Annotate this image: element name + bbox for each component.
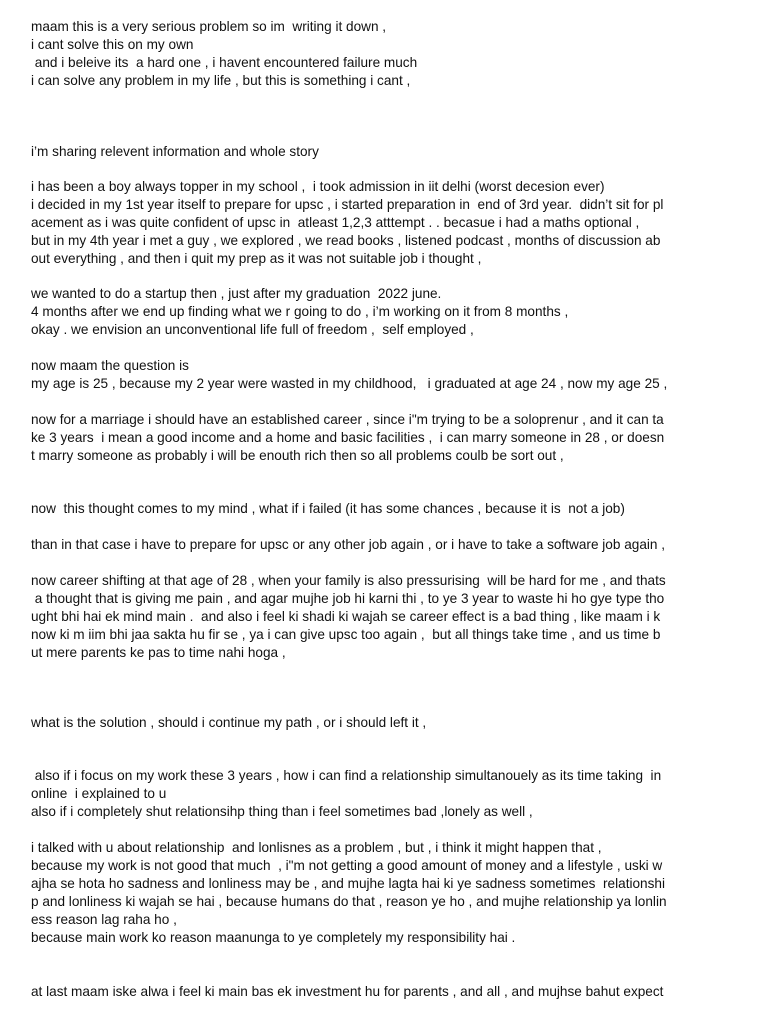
text-line: ut mere parents ke pas to time nahi hoga , (31, 645, 286, 660)
text-line: because main work ko reason maanunga to ye completely my responsibility hai . (31, 930, 516, 945)
text-line: what is the solution , should i continue my path , or i should left it , (31, 715, 427, 730)
text-line: i has been a boy always topper in my school , i took admission in iit delhi (worst decesion ever) (31, 179, 605, 194)
text-line: we wanted to do a startup then , just after my graduation 2022 june. (31, 286, 442, 301)
text-line: than in that case i have to prepare for upsc or any other job again , or i have to take a software job again , (31, 537, 666, 552)
text-line: i decided in my 1st year itself to prepare for upsc , i started preparation in end of 3rd year. didn’t sit for pl (31, 197, 664, 212)
text-line: now maam the question is (31, 358, 189, 373)
text-line: i’m sharing relevent information and whole story (31, 144, 319, 159)
text-line: now for a marriage i should have an established career , since i"m trying to be a soloprenur , and it can ta (31, 412, 664, 427)
text-line: now career shifting at that age of 28 , when your family is also pressurising will be hard for me , and thats (31, 573, 666, 588)
text-line: ajha se hota ho sadness and lonliness may be , and mujhe lagta hai ki ye sadness sometimes relationshi (31, 876, 665, 891)
text-line: out everything , and then i quit my prep as it was not suitable job i thought , (31, 251, 482, 266)
text-line: and i beleive its a hard one , i havent encountered failure much (31, 55, 418, 70)
text-line: i talked with u about relationship and lonlisnes as a problem , but , i think it might happen that , (31, 840, 602, 855)
text-line: p and lonliness ki wajah se hai , because humans do that , reason ye ho , and mujhe relationship ya lonlin (31, 894, 667, 909)
text-line: t marry someone as probably i will be enouth rich then so all problems coulb be sort out , (31, 448, 564, 463)
text-line: now ki m iim bhi jaa sakta hu fir se , ya i can give upsc too again , but all things take time , and us time b (31, 627, 661, 642)
text-line: because my work is not good that much , i"m not getting a good amount of money and a lifestyle , uski w (31, 858, 663, 873)
text-line: i can solve any problem in my life , but this is something i cant , (31, 73, 411, 88)
text-line: ke 3 years i mean a good income and a home and basic facilities , i can marry someone in 28 , or doesn (31, 430, 665, 445)
text-line: 4 months after we end up finding what we r going to do , i’m working on it from 8 months , (31, 304, 569, 319)
text-line: a thought that is giving me pain , and agar mujhe job hi karni thi , to ye 3 year to waste hi ho gye type tho (31, 591, 665, 606)
text-line: maam this is a very serious problem so im writing it down , (31, 19, 387, 34)
text-line: also if i completely shut relationsihp thing than i feel sometimes bad ,lonely as well , (31, 804, 533, 819)
text-line: ught bhi hai ek mind main . and also i feel ki shadi ki wajah se career effect is a bad thing , like maam i k (31, 609, 661, 624)
text-line: my age is 25 , because my 2 year were wasted in my childhood, i graduated at age 24 , now my age 25 , (31, 376, 668, 391)
text-line: at last maam iske alwa i feel ki main bas ek investment hu for parents , and all , and mujhse bahut expect (31, 984, 664, 999)
text-line: okay . we envision an unconventional life full of freedom , self employed , (31, 322, 474, 337)
text-line: online i explained to u (31, 786, 167, 801)
text-line: now this thought comes to my mind , what if i failed (it has some chances , because it is not a job) (31, 501, 625, 516)
text-line: i cant solve this on my own (31, 37, 194, 52)
text-line: also if i focus on my work these 3 years , how i can find a relationship simultanouely as its time taking in (31, 768, 662, 783)
text-line: but in my 4th year i met a guy , we explored , we read books , listened podcast , months of discussion ab (31, 233, 661, 248)
text-line: acement as i was quite confident of upsc in atleast 1,2,3 atttempt . . becasue i had a maths optional , (31, 215, 640, 230)
text-line: ess reason lag raha ho , (31, 912, 177, 927)
